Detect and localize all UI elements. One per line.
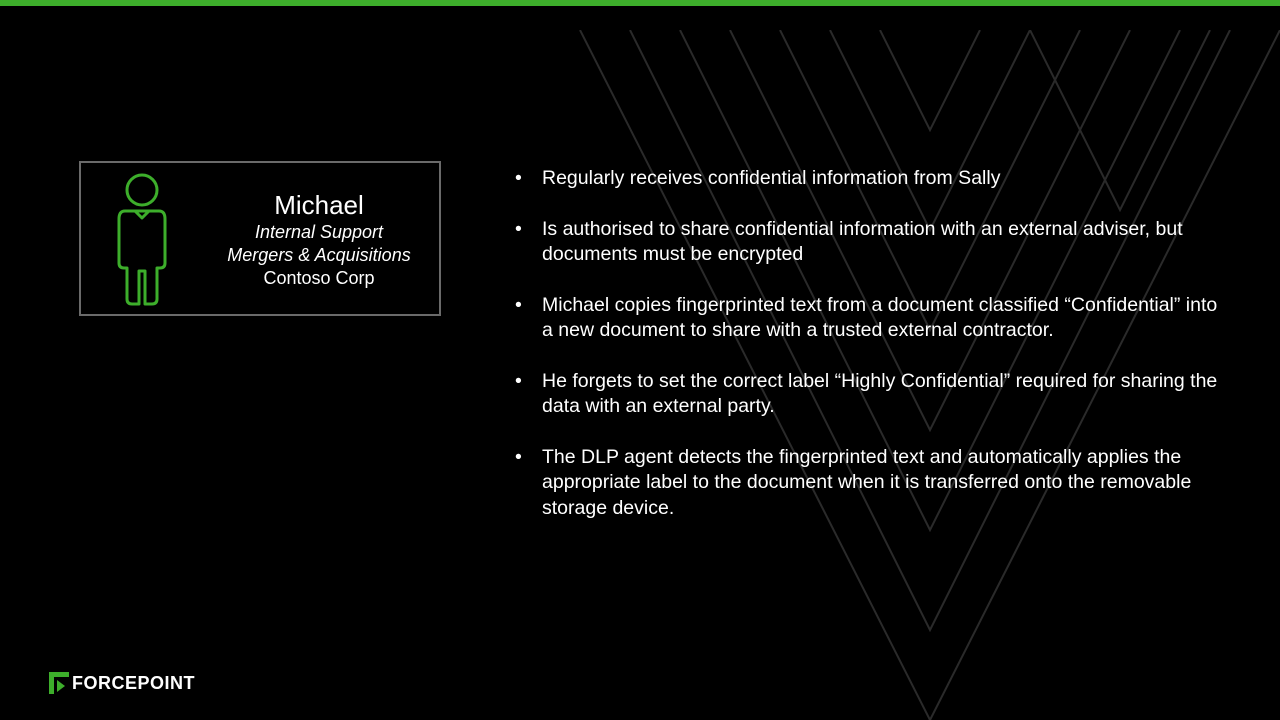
profile-company: Contoso Corp [263, 268, 375, 288]
bullet-text: Is authorised to share confidential information with an external adviser, but documents must be encrypted [542, 217, 1183, 265]
bullet-item [510, 293, 1220, 344]
bullet-text: He forgets to set the correct label “Highly Confidential” required for sharing the data with an external party. [542, 369, 1218, 417]
top-accent-bar [0, 0, 1280, 6]
bullet-text: The DLP agent detects the fingerprinted text and automatically applies the appropriate label to the document when it is transferred onto the removable storage device. [542, 445, 1192, 519]
bullet-item [510, 217, 1220, 268]
logo-text: FORCEPOINT [72, 672, 196, 693]
bullet-list [510, 166, 1220, 546]
bullet-item [510, 369, 1220, 420]
forcepoint-logo [49, 671, 195, 695]
bullet-text: Michael copies fingerprinted text from a document classified “Confidential” into a new document to share with a trusted external contractor. [542, 293, 1218, 341]
bullet-item [510, 166, 1220, 192]
bullet-dot: • [515, 369, 522, 392]
person-icon [111, 171, 173, 311]
profile-role: Internal Support [254, 222, 384, 242]
forcepoint-logo-mark [49, 672, 69, 694]
bullet-dot: • [515, 167, 522, 189]
profile-name: Michael [274, 190, 364, 220]
bullet-dot: • [515, 445, 522, 468]
profile-department: Mergers & Acquisitions [227, 245, 411, 265]
profile-text [201, 189, 437, 290]
bullet-text: Regularly receives confidential information from Sally [542, 167, 1001, 189]
bullet-dot: • [515, 217, 522, 240]
bullet-item [510, 445, 1220, 522]
profile-card [79, 161, 441, 316]
bullet-dot: • [515, 293, 522, 316]
